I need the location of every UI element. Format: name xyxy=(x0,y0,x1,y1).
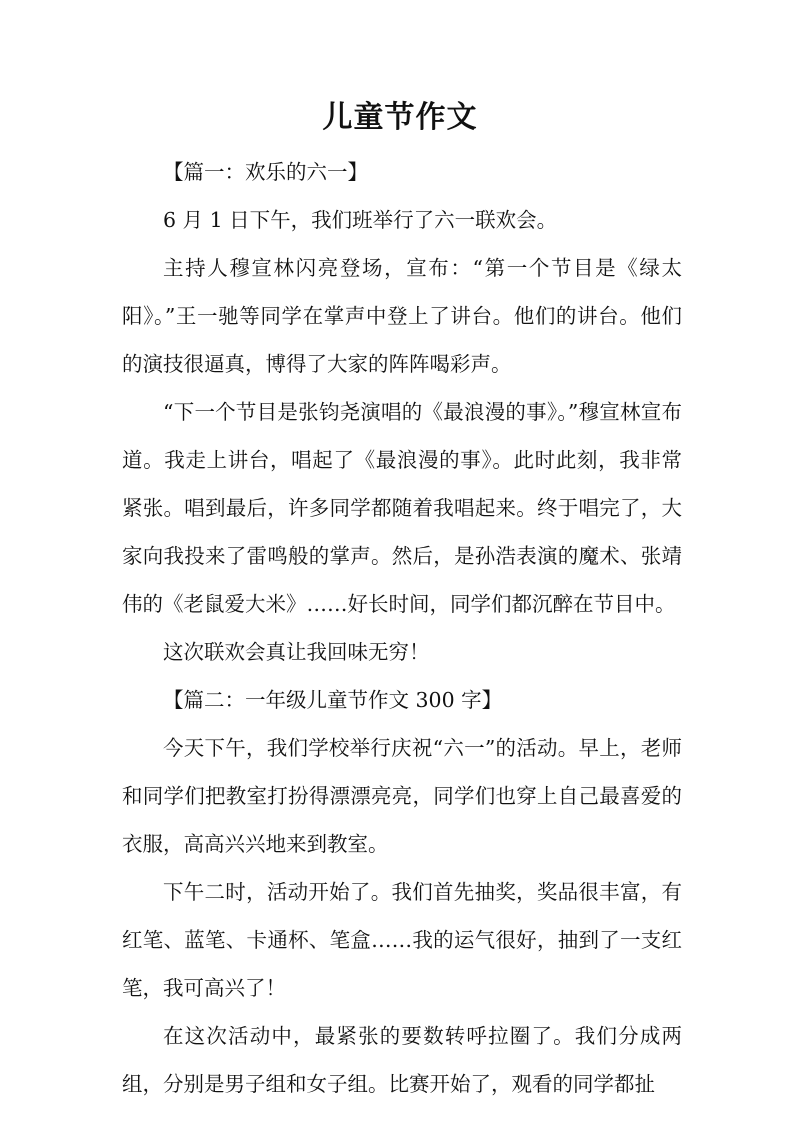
section-heading-2: 【篇二：一年级儿童节作文 300 字】 xyxy=(163,688,503,712)
paragraph: “下一个节目是张钧尧演唱的《最浪漫的事》。”穆宣林宣布道。我走上讲台，唱起了《最浪漫的事》。此时此刻，我非常紧张。唱到最后，许多同学都随着我唱起来。终于唱完了，大家向我投来了雷鸣般的掌声。然后，是孙浩表演的魔术、张靖伟的《老鼠爱大米》……好长时间，同学们都沉醉在节目中。 xyxy=(122,400,682,616)
paragraph: 6 月 1 日下午，我们班举行了六一联欢会。 xyxy=(163,208,558,232)
paragraph: 今天下午，我们学校举行庆祝“六一”的活动。早上，老师和同学们把教室打扮得漂漂亮亮，同学们也穿上自己最喜爱的衣服，高高兴兴地来到教室。 xyxy=(122,736,682,856)
document-title: 儿童节作文 xyxy=(322,100,478,135)
paragraph: 在这次活动中，最紧张的要数转呼拉圈了。我们分成两组，分别是男子组和女子组。比赛开始了，观看的同学都扯 xyxy=(122,1024,682,1096)
paragraph: 这次联欢会真让我回味无穷！ xyxy=(163,640,430,664)
paragraph: 主持人穆宣林闪亮登场，宣布：“第一个节目是《绿太阳》。”王一驰等同学在掌声中登上了讲台。他们的讲台。他们的演技很逼真，博得了大家的阵阵喝彩声。 xyxy=(122,256,682,376)
section-heading-1: 【篇一：欢乐的六一】 xyxy=(163,160,368,184)
paragraph: 下午二时，活动开始了。我们首先抽奖，奖品很丰富，有红笔、蓝笔、卡通杯、笔盒……我的运气很好，抽到了一支红笔，我可高兴了！ xyxy=(122,880,682,1000)
document-body xyxy=(122,148,682,1108)
